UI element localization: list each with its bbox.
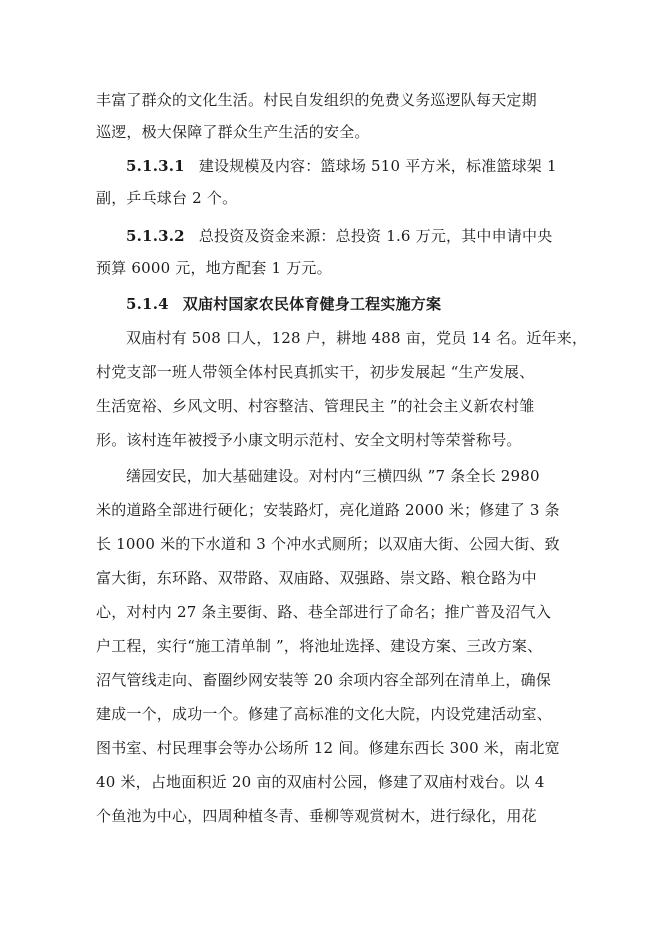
paragraph-3-line-8: 建成一个，成功一个。修建了高标准的文化大院，内设党建活动室、 <box>96 705 553 723</box>
section-text: 建设规模及内容：篮球场 510 平方米，标准篮球架 1 <box>198 157 557 175</box>
section-heading-514 <box>126 289 441 319</box>
section-5131-line-2: 副，乒乓球台 2 个。 <box>96 189 238 207</box>
paragraph-3-line-5: 心，对村内 27 条主要街、路、巷全部进行了命名；推广普及沼气入 <box>96 603 552 621</box>
paragraph-3-line-10: 40 米，占地面积近 20 亩的双庙村公园，修建了双庙村戏台。以 4 <box>96 773 545 791</box>
paragraph-3-line-11: 个鱼池为中心，四周种植冬青、垂柳等观赏树木，进行绿化，用花 <box>96 807 537 825</box>
paragraph-3-line-4: 富大街，东环路、双带路、双庙路、双强路、崇文路、粮仓路为中 <box>96 569 537 587</box>
paragraph-3-line-2: 米的道路全部进行硬化；安装路灯，亮化道路 2000 米；修建了 3 条 <box>96 501 560 519</box>
section-number: 5.1.3.2 <box>126 227 185 245</box>
heading-title: 双庙村国家农民体育健身工程实施方案 <box>182 295 442 313</box>
paragraph-1-line-2: 巡逻，极大保障了群众生产生活的安全。 <box>96 123 370 141</box>
section-5132-line-2: 预算 6000 元，地方配套 1 万元。 <box>96 259 332 277</box>
section-text: 总投资及资金来源：总投资 1.6 万元，其中申请中央 <box>198 227 553 245</box>
paragraph-3-line-7: 沼气管线走向、畜圈纱网安装等 20 余项内容全部列在清单上，确保 <box>96 671 552 689</box>
paragraph-3-line-1: 缮园安民，加大基础建设。对村内“三横四纵 ”7 条全长 2980 <box>126 467 540 485</box>
paragraph-3-line-6: 户工程，实行“施工清单制 ”，将池址选择、建设方案、三改方案、 <box>96 637 543 655</box>
paragraph-2-line-3: 生活宽裕、乡风文明、村容整洁、管理民主 ”的社会主义新农村雏 <box>96 397 535 415</box>
section-number: 5.1.3.1 <box>126 157 185 175</box>
paragraph-3-line-9: 图书室、村民理事会等办公场所 12 间。修建东西长 300 米，南北宽 <box>96 739 560 757</box>
section-5132-line-1 <box>126 221 552 251</box>
heading-number: 5.1.4 <box>126 295 169 313</box>
paragraph-2-line-1: 双庙村有 508 口人，128 户，耕地 488 亩，党员 14 名。近年来， <box>126 329 588 347</box>
paragraph-1-line-1: 丰富了群众的文化生活。村民自发组织的免费义务巡逻队每天定期 <box>96 91 537 109</box>
paragraph-3-line-3: 长 1000 米的下水道和 3 个冲水式厕所；以双庙大街、公园大街、致 <box>96 535 560 553</box>
section-5131-line-1 <box>126 151 557 181</box>
paragraph-2-line-2: 村党支部一班人带领全体村民真抓实干，初步发展起 “生产发展、 <box>96 363 535 381</box>
paragraph-2-line-4: 形。该村连年被授予小康文明示范村、安全文明村等荣誉称号。 <box>96 431 522 449</box>
